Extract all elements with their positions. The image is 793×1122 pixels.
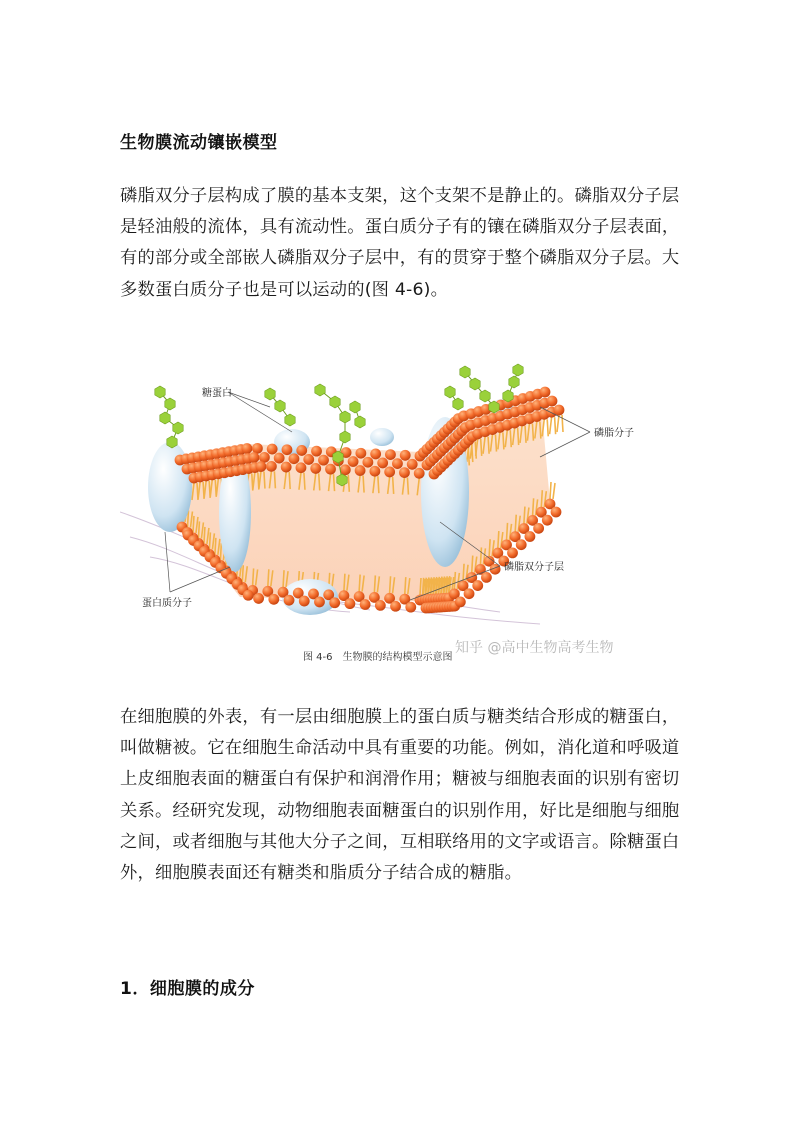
label-phospholipid: 磷脂分子 <box>594 428 634 439</box>
paragraph-membrane-structure: 磷脂双分子层构成了膜的基本支架，这个支架不是静止的。磷脂双分子层是轻油般的流体，具有流动性。蛋白质分子有的镶在磷脂双分子层表面，有的部分或全部嵌人磷脂双分子层中，有的贯穿于整个磷脂双分子层。大多数蛋白质分子也是可以运动的(图 4-6)。 <box>120 186 680 300</box>
watermark: 知乎 @高中生物高考生物 <box>455 640 614 656</box>
subheading-membrane-components: 1．细胞膜的成分 <box>120 979 255 999</box>
paragraph-glycocalyx: 在细胞膜的外表，有一层由细胞膜上的蛋白质与糖类结合形成的糖蛋白，叫做糖被。它在细胞生命活动中具有重要的功能。例如，消化道和呼吸道上皮细胞表面的糖蛋白有保护和润滑作用；糖被与细胞表面的识别有密切关系。经研究发现，动物细胞表面糖蛋白的识别作用，好比是细胞与细胞之间，或者细胞与其他大分子之间，互相联络用的文字或语言。除糖蛋白外，细胞膜表面还有糖类和脂质分子结合成的糖脂。 <box>120 707 680 884</box>
label-bilayer: 磷脂双分子层 <box>504 562 564 573</box>
fluid-mosaic-model-illustration <box>120 362 680 668</box>
protein-small <box>370 428 394 446</box>
membrane-figure <box>120 362 680 668</box>
label-protein: 蛋白质分子 <box>142 598 192 609</box>
section-title: 生物膜流动镶嵌模型 <box>120 133 278 153</box>
figure-caption: 图 4-6 生物膜的结构模型示意图 <box>303 652 453 663</box>
label-glycoprotein: 糖蛋白 <box>202 388 232 399</box>
